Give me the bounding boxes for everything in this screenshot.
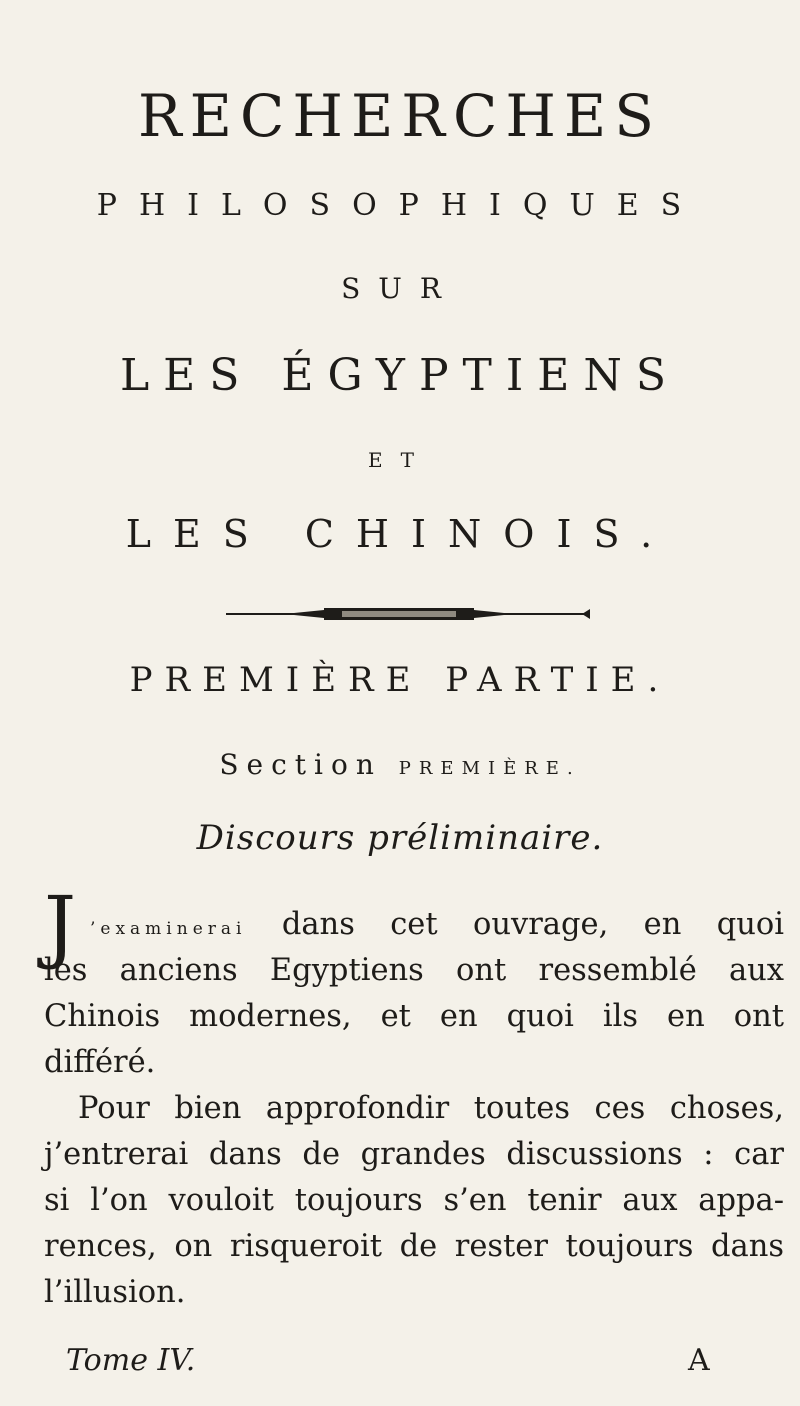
paragraph1-line4: différé. [44, 1045, 156, 1080]
section-heading-first: Section [219, 748, 382, 781]
volume-label: Tome IV. [66, 1343, 196, 1378]
title-line-egyptiens: LES ÉGYPTIENS [119, 350, 681, 401]
paragraph2-line2: j’entrerai dans de grandes discussions : car [44, 1137, 784, 1172]
paragraph1-line3: Chinois modernes, et en quoi ils en ont [44, 999, 784, 1034]
title-line-chinois: LES CHINOIS. [125, 512, 675, 556]
subheading: Discours préliminaire. [196, 818, 604, 858]
paragraph2-line5: l’illusion. [44, 1275, 186, 1310]
section-heading [0, 748, 800, 781]
part-heading: PREMIÈRE PARTIE. [129, 660, 671, 700]
paragraph2-line1: Pour bien approfondir toutes ces choses, [78, 1091, 784, 1126]
paragraph1-line1-rest: dans cet ouvrage, en quoi [281, 907, 785, 942]
paragraph2-line3: si l’on vouloit toujours s’en tenir aux appa- [44, 1183, 784, 1218]
title-line-recherches: RECHERCHES [137, 82, 662, 150]
paragraph1-line1 [44, 902, 784, 948]
title-line-sur: SUR [341, 272, 459, 305]
paragraph1-line2: les anciens Egyptiens ont ressemblé aux [44, 953, 784, 988]
smallcaps-word: ’examinerai [90, 919, 247, 939]
title-line-philosophiques: PHILOSOPHIQUES [96, 188, 704, 223]
drop-cap: J [44, 879, 77, 972]
body-text [44, 902, 784, 1316]
ornament-rule [224, 604, 592, 624]
section-heading-second: PREMIÈRE. [398, 758, 581, 779]
paragraph2-line4: rences, on risqueroit de rester toujours dans [44, 1229, 784, 1264]
title-line-et: ET [368, 448, 432, 472]
signature-mark: A [688, 1343, 710, 1378]
